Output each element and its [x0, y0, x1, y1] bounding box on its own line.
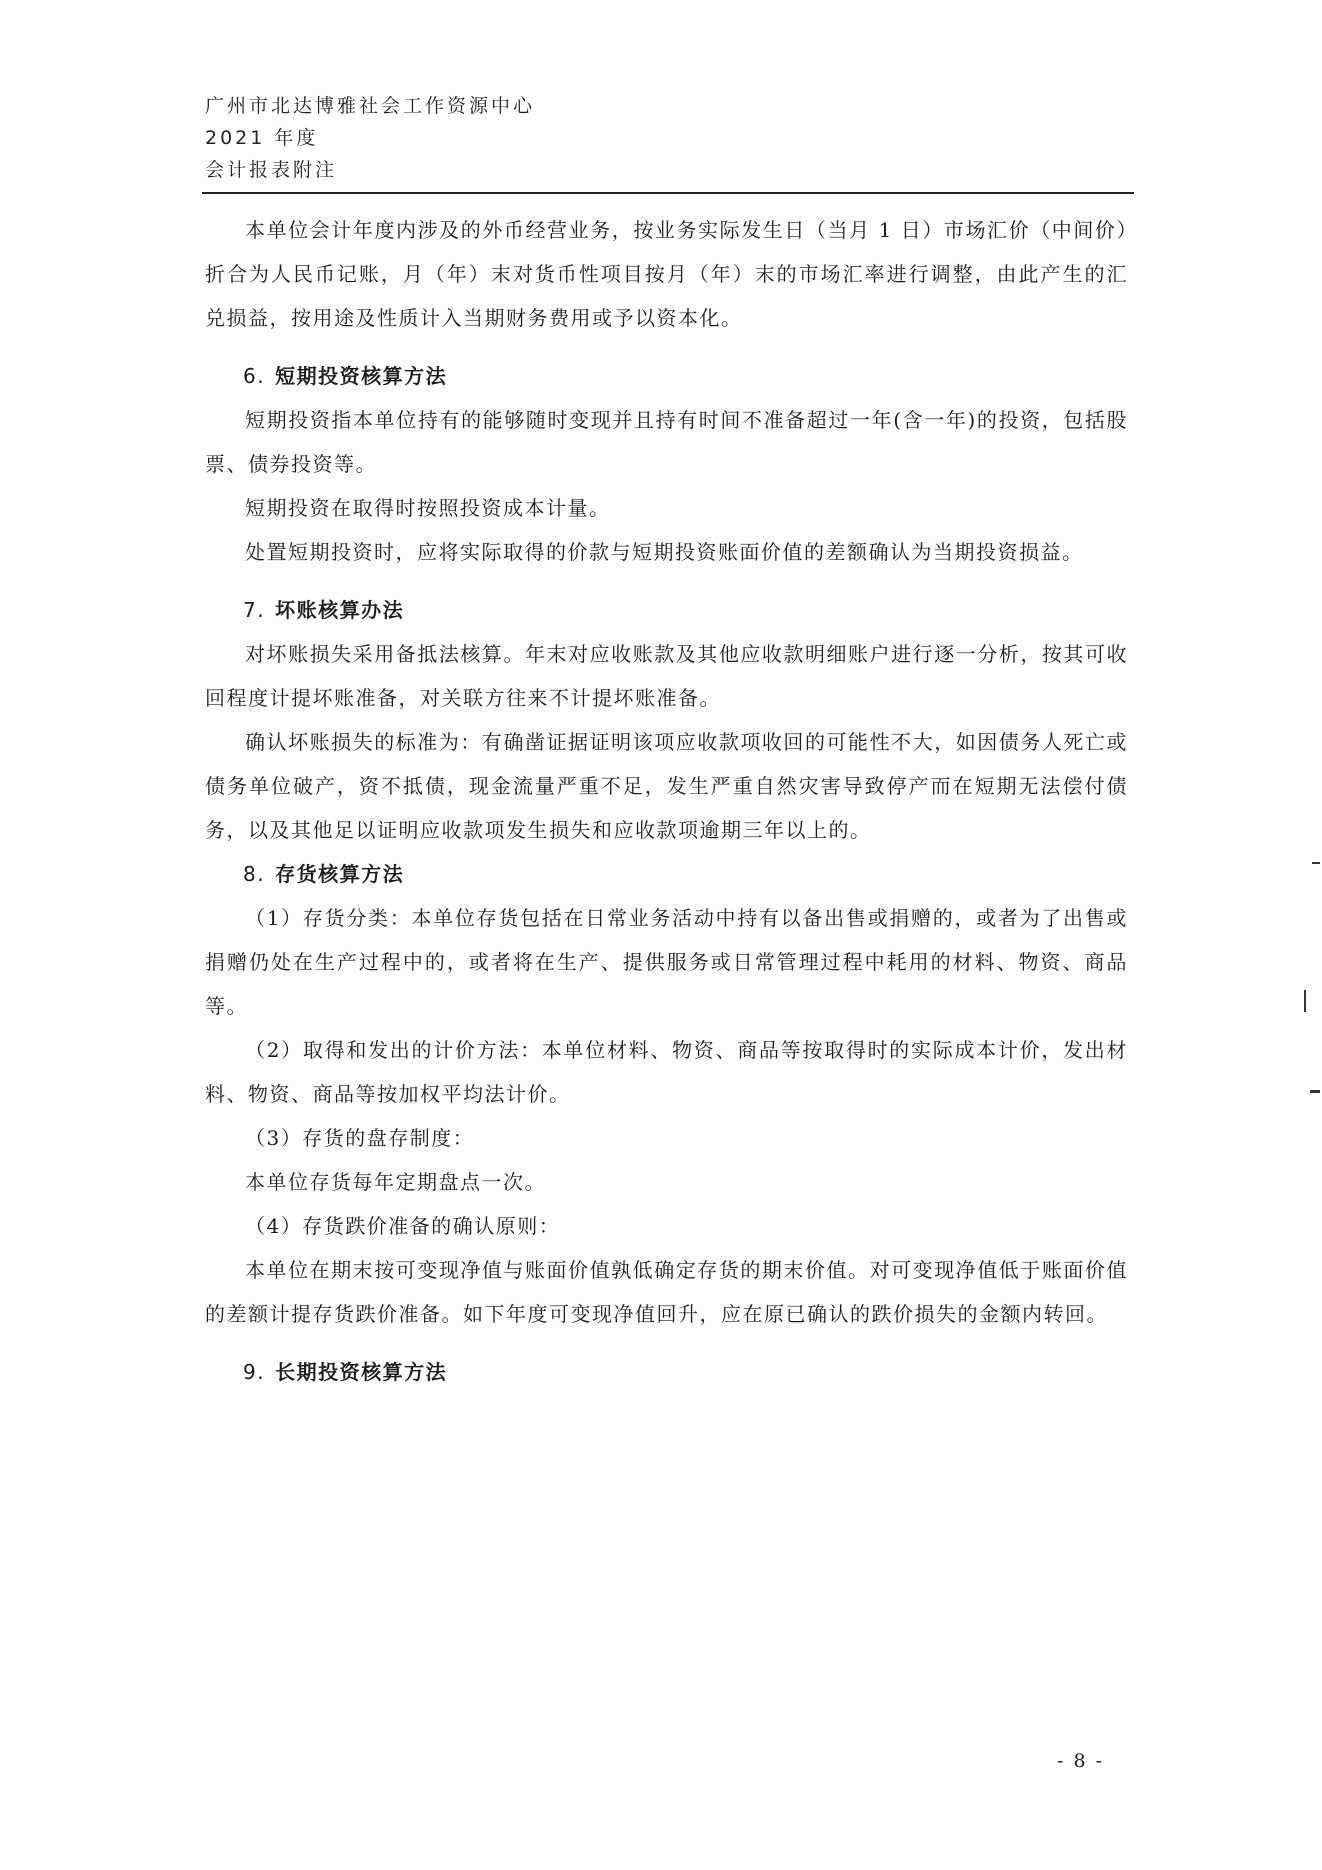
paragraph: 本单位在期末按可变现净值与账面价值孰低确定存货的期末价值。对可变现净值低于账面价值的差额计提存货跌价准备。如下年度可变现净值回升，应在原已确认的跌价损失的金额内转回。	[205, 1258, 1128, 1326]
paragraph: （4）存货跌价准备的确认原则：	[245, 1214, 561, 1238]
paragraph: 对坏账损失采用备抵法核算。年末对应收账款及其他应收款明细账户进行逐一分析，按其可收回程度计提坏账准备，对关联方往来不计提坏账准备。	[205, 642, 1128, 710]
section-heading-6	[205, 354, 1128, 398]
header-rule	[202, 192, 1134, 194]
section-number: 8.	[243, 862, 266, 886]
section-heading-9	[205, 1350, 1128, 1394]
document-body	[205, 208, 1128, 1394]
section-title: 短期投资核算方法	[275, 364, 448, 388]
section-heading-7	[205, 588, 1128, 632]
section-number: 7.	[243, 598, 266, 622]
paragraph: （2）取得和发出的计价方法：本单位材料、物资、商品等按取得时的实际成本计价，发出材料、物资、商品等按加权平均法计价。	[205, 1038, 1128, 1106]
paragraph: 处置短期投资时，应将实际取得的价款与短期投资账面价值的差额确认为当期投资损益。	[245, 540, 1084, 564]
scan-mark	[1312, 862, 1320, 864]
section-number: 6.	[243, 364, 266, 388]
org-name: 广州市北达博雅社会工作资源中心	[205, 95, 536, 117]
paragraph: （1）存货分类：本单位存货包括在日常业务活动中持有以备出售或捐赠的，或者为了出售或捐赠仍处在生产过程中的，或者将在生产、提供服务或日常管理过程中耗用的材料、物资、商品等。	[205, 906, 1128, 1018]
scan-mark	[1310, 1090, 1320, 1093]
paragraph-foreign-currency: 本单位会计年度内涉及的外币经营业务，按业务实际发生日（当月 1 日）市场汇价（中间价）折合为人民币记账，月（年）末对货币性项目按月（年）末的市场汇率进行调整，由此产生的汇兑损益，按用途及性质计入当期财务费用或予以资本化。	[205, 218, 1128, 330]
section-heading-8	[205, 852, 1128, 896]
paragraph: 短期投资指本单位持有的能够随时变现并且持有时间不准备超过一年(含一年)的投资，包括股票、债券投资等。	[205, 408, 1128, 476]
paragraph: 本单位存货每年定期盘点一次。	[245, 1170, 546, 1194]
paragraph: （3）存货的盘存制度：	[245, 1126, 475, 1150]
section-title: 存货核算方法	[275, 862, 405, 886]
document-header	[205, 90, 535, 186]
section-number: 9.	[243, 1360, 266, 1384]
paragraph: 短期投资在取得时按照投资成本计量。	[245, 496, 611, 520]
page-number: - 8 -	[1056, 1750, 1104, 1772]
section-title: 坏账核算办法	[275, 598, 405, 622]
report-year: 2021 年度	[205, 127, 319, 149]
document-type: 会计报表附注	[205, 159, 338, 181]
scan-mark	[1304, 990, 1306, 1012]
paragraph: 确认坏账损失的标准为：有确凿证据证明该项应收款项收回的可能性不大，如因债务人死亡或债务单位破产，资不抵债，现金流量严重不足，发生严重自然灾害导致停产而在短期无法偿付债务，以及其他足以证明应收款项发生损失和应收款项逾期三年以上的。	[205, 730, 1128, 842]
section-title: 长期投资核算方法	[275, 1360, 448, 1384]
